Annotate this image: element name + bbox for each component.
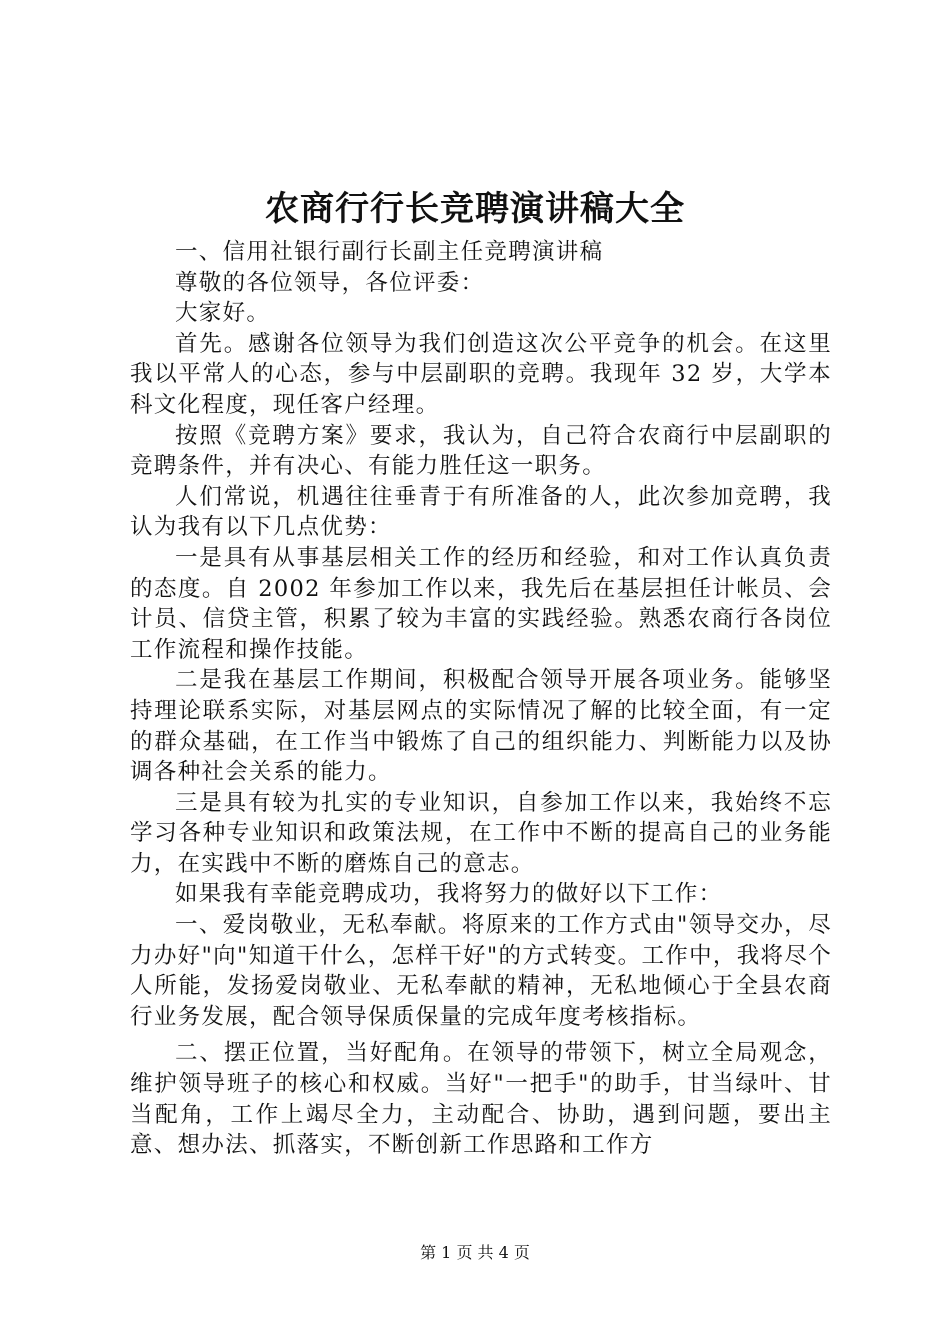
paragraph: 人们常说，机遇往往垂青于有所准备的人，此次参加竞聘，我认为我有以下几点优势： [130, 483, 832, 541]
page-number-footer: 第 1 页 共 4 页 [420, 1243, 530, 1262]
paragraph: 大家好。 [175, 300, 271, 327]
document-title: 农商行行长竞聘演讲稿大全 [265, 189, 685, 229]
paragraph: 二是我在基层工作期间，积极配合领导开展各项业务。能够坚持理论联系实际，对基层网点的实际情况了解的比较全面，有一定的群众基础，在工作当中锻炼了自己的组织能力、判断能力以及协调各种社会关系的能力。 [130, 667, 832, 786]
paragraph: 一、信用社银行副行长副主任竞聘演讲稿 [175, 239, 604, 265]
paragraph: 尊敬的各位领导，各位评委： [175, 269, 485, 296]
paragraph: 一、爱岗敬业，无私奉献。将原来的工作方式由"领导交办，尽力办好"向"知道干什么，怎样干好"的方式转变。工作中，我将尽个人所能，发扬爱岗敬业、无私奉献的精神，无私地倾心于全县农商行业务发展，配合领导保质保量的完成年度考核指标。 [130, 912, 832, 1030]
paragraph: 按照《竞聘方案》要求，我认为，自己符合农商行中层副职的竞聘条件，并有决心、有能力胜任这一职务。 [130, 422, 832, 480]
paragraph: 首先。感谢各位领导为我们创造这次公平竞争的机会。在这里我以平常人的心态，参与中层副职的竞聘。我现年 32 岁，大学本科文化程度，现任客户经理。 [130, 330, 832, 418]
paragraph: 二、摆正位置，当好配角。在领导的带领下，树立全局观念，维护领导班子的核心和权威。当好"一把手"的助手，甘当绿叶、甘当配角，工作上竭尽全力，主动配合、协助，遇到问题，要出主意、想办法、抓落实，不断创新工作思路和工作方 [130, 1040, 832, 1159]
paragraph: 一是具有从事基层相关工作的经历和经验，和对工作认真负责的态度。自 2002 年参加工作以来，我先后在基层担任计帐员、会计员、信贷主管，积累了较为丰富的实践经验。熟悉农商行各岗位工作流程和操作技能。 [130, 544, 832, 663]
document-body [130, 237, 832, 1161]
paragraph: 三是具有较为扎实的专业知识，自参加工作以来，我始终不忘学习各种专业知识和政策法规，在工作中不断的提高自己的业务能力，在实践中不断的磨炼自己的意志。 [130, 789, 832, 877]
paragraph: 如果我有幸能竞聘成功，我将努力的做好以下工作： [175, 881, 723, 908]
